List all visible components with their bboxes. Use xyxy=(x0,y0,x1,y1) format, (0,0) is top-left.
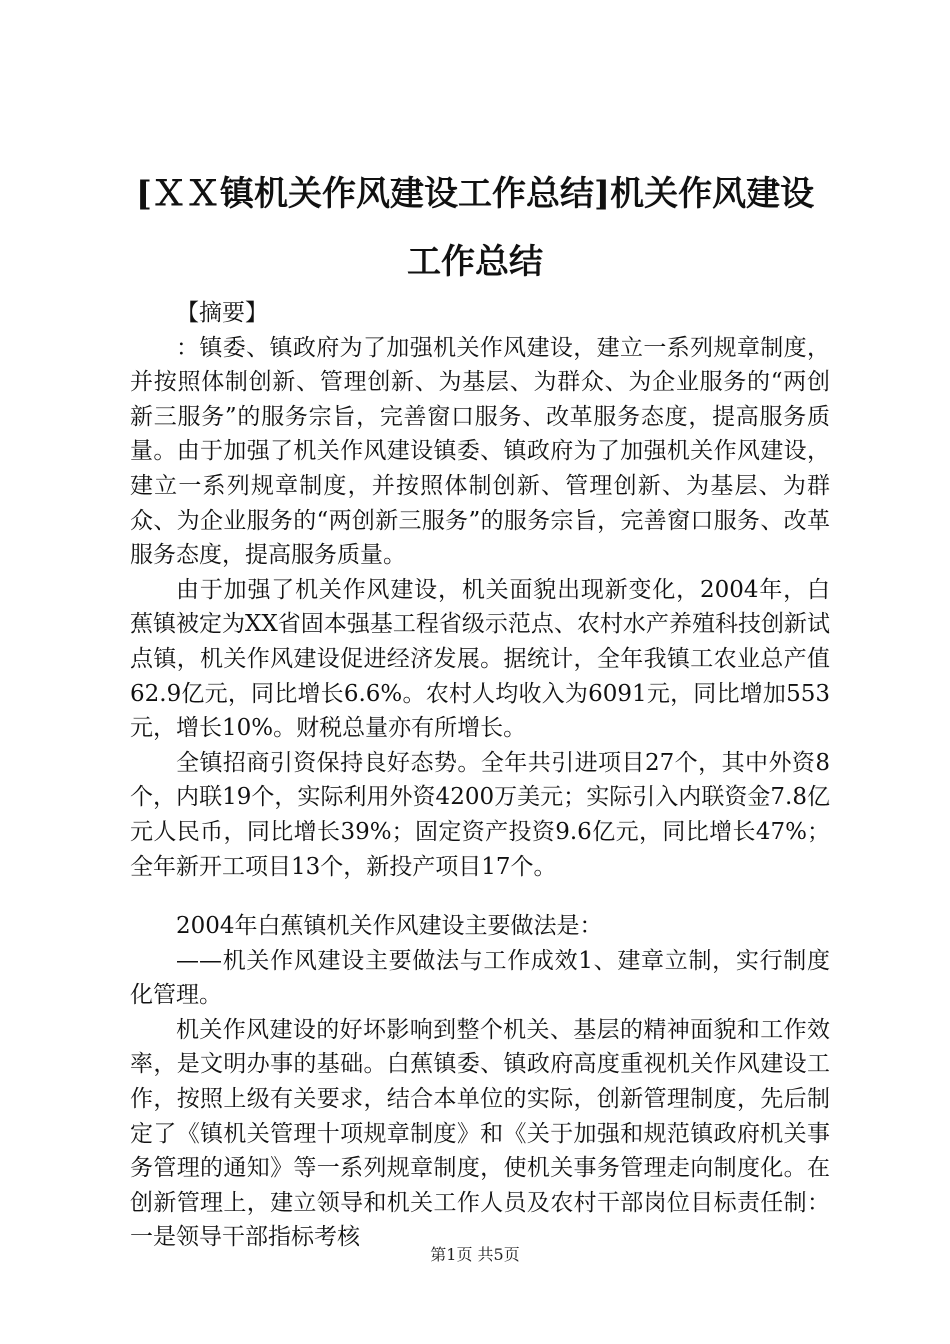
document-body xyxy=(130,296,830,1255)
page-number-footer: 第1页 共5页 xyxy=(430,1245,520,1264)
title-line-2: 工作总结 xyxy=(407,242,543,282)
paragraph-section-1-heading: ——机关作风建设主要做法与工作成效1、建章立制，实行制度化管理。 xyxy=(130,947,830,1009)
paragraph-investment: 全镇招商引资保持良好态势。全年共引进项目27个，其中外资8个，内联19个，实际利用外资4200万美元；实际引入内联资金7.8亿元人民币，同比增长39%；固定资产投资9.6亿元，同比增长47%；全年新开工项目13个，新投产项目17个。 xyxy=(130,749,830,880)
paragraph-institution-building: 机关作风建设的好坏影响到整个机关、基层的精神面貌和工作效率，是文明办事的基础。白蕉镇委、镇政府高度重视机关作风建设工作，按照上级有关要求，结合本单位的实际，创新管理制度，先后制定了《镇机关管理十项规章制度》和《关于加强和规范镇政府机关事务管理的通知》等一系列规章制度，使机关事务管理走向制度化。在创新管理上，建立领导和机关工作人员及农村干部岗位目标责任制：一是领导干部指标考核 xyxy=(130,1016,830,1251)
paragraph-main-practices-heading: 2004年白蕉镇机关作风建设主要做法是： xyxy=(176,913,603,940)
paragraph-economic-results: 由于加强了机关作风建设，机关面貌出现新变化，2004年，白蕉镇被定为XX省固本强基工程省级示范点、农村水产养殖科技创新试点镇，机关作风建设促进经济发展。据统计，全年我镇工农业总产值62.9亿元，同比增长6.6%。农村人均收入为6091元，同比增加553元，增长10%。财税总量亦有所增长。 xyxy=(130,576,830,742)
abstract-label: 【摘要】 xyxy=(176,300,268,326)
title-line-1: [ＸＸ镇机关作风建设工作总结]机关作风建设 xyxy=(135,174,815,214)
document-title xyxy=(110,160,840,296)
paragraph-abstract: ：镇委、镇政府为了加强机关作风建设，建立一系列规章制度，并按照体制创新、管理创新、为基层、为群众、为企业服务的“两创新三服务”的服务宗旨，完善窗口服务、改革服务态度，提高服务质量。由于加强了机关作风建设镇委、镇政府为了加强机关作风建设，建立一系列规章制度，并按照体制创新、管理创新、为基层、为群众、为企业服务的“两创新三服务”的服务宗旨，完善窗口服务、改革服务态度，提高服务质量。 xyxy=(130,334,830,569)
